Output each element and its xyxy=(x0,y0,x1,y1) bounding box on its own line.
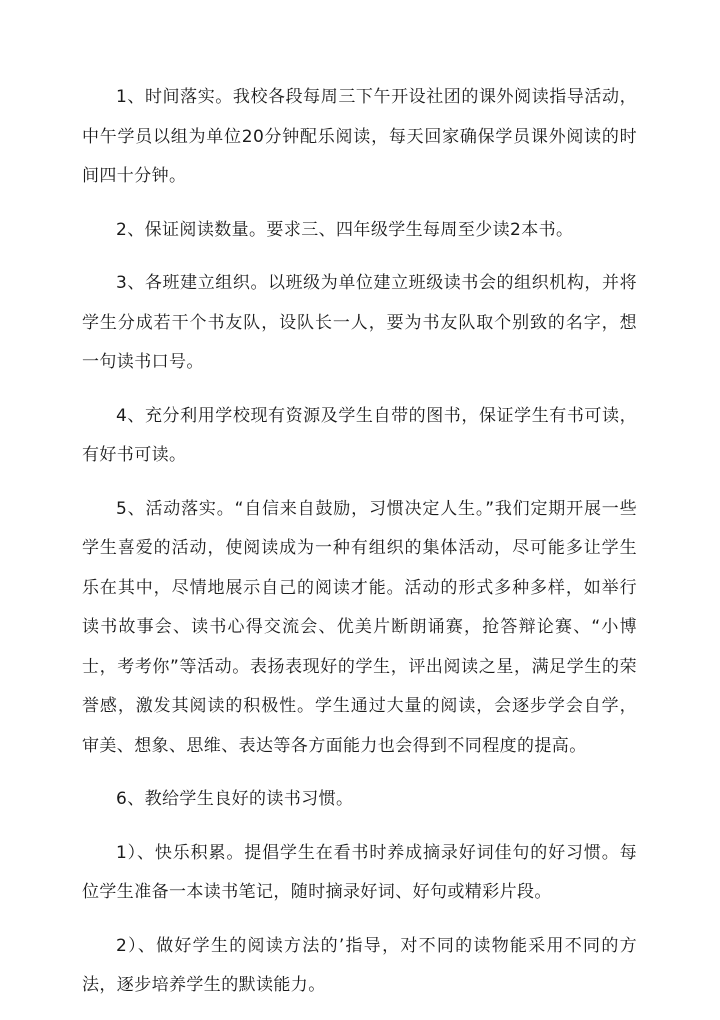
paragraph-reading-quantity: 2、保证阅读数量。要求三、四年级学生每周至少读2本书。 xyxy=(116,219,574,240)
paragraph-happy-accumulation: 1）、快乐积累。提倡学生在看书时养成摘录好词佳句的好习惯。每位学生准备一本读书笔记，随时摘录好词、好句或精彩片段。 xyxy=(82,842,637,902)
paragraph-class-organization: 3、各班建立组织。以班级为单位建立班级读书会的组织机构，并将学生分成若干个书友队，设队长一人，要为书友队取个别致的名字，想一句读书口号。 xyxy=(82,273,637,372)
paragraph-time-arrangement: 1、时间落实。我校各段每周三下午开设社团的课外阅读指导活动，中午学员以组为单位20分钟配乐阅读，每天回家确保学员课外阅读的时间四十分钟。 xyxy=(82,87,637,186)
paragraph-reading-methods: 2）、做好学生的阅读方法的’指导，对不同的读物能采用不同的方法，逐步培养学生的默读能力。 xyxy=(82,935,637,995)
paragraph-activities: 5、活动落实。“自信来自鼓励，习惯决定人生。”我们定期开展一些学生喜爱的活动，使阅读成为一种有组织的集体活动，尽可能多让学生乐在其中，尽情地展示自己的阅读才能。活动的形式多种多样，如举行读书故事会、读书心得交流会、优美片断朗诵赛，抢答辩论赛、“小博士，考考你”等活动。表扬表现好的学生，评出阅读之星，满足学生的荣誉感，激发其阅读的积极性。学生通过大量的阅读，会逐步学会自学，审美、想象、思维、表达等各方面能力也会得到不同程度的提高。 xyxy=(82,498,637,756)
document-body xyxy=(82,78,637,1020)
paragraph-school-resources: 4、充分利用学校现有资源及学生自带的图书，保证学生有书可读，有好书可读。 xyxy=(82,405,637,465)
paragraph-reading-habits: 6、教给学生良好的读书习惯。 xyxy=(116,789,354,809)
